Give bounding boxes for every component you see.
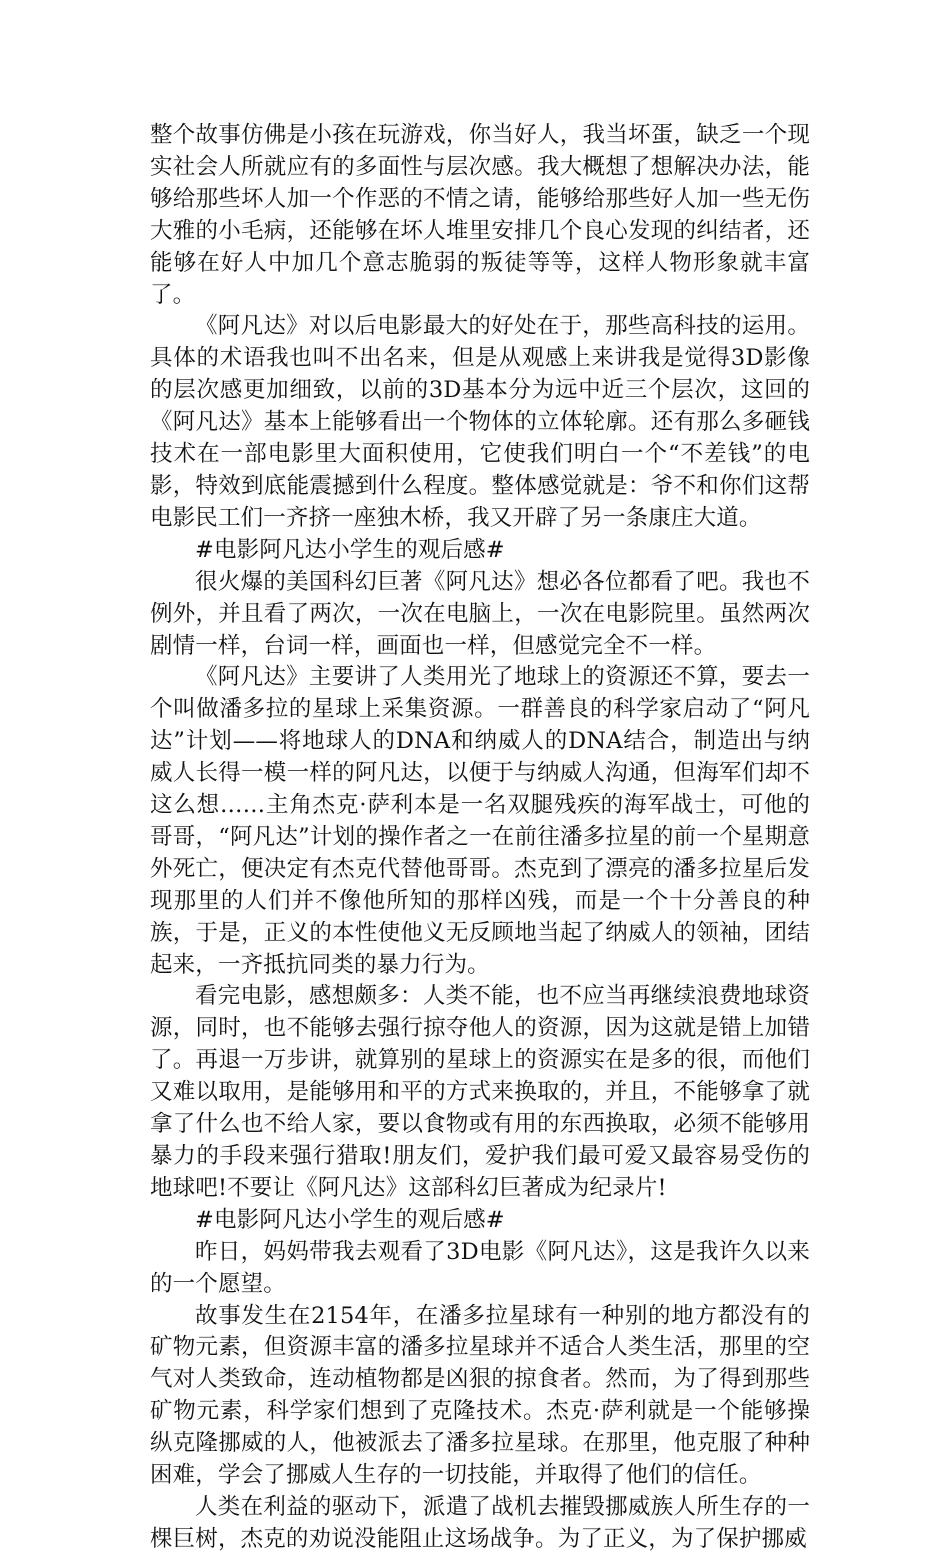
paragraph-4: 《阿凡达》主要讲了人类用光了地球上的资源还不算，要去一个叫做潘多拉的星球上采集资源。一群善良的科学家启动了“阿凡达”计划——将地球人的DNA和纳威人的DNA结合，制造出与纳威人长得一模一样的阿凡达，以便于与纳威人沟通，但海军们却不这么想……主角杰克·萨利本是一名双腿残疾的海军战士，可他的哥哥，“阿凡达”计划的操作者之一在前往潘多拉星的前一个星期意外死亡，便决定有杰克代替他哥哥。杰克到了漂亮的潘多拉星后发现那里的人们并不像他所知的那样凶残，而是一个十分善良的种族，于是，正义的本性使他义无反顾地当起了纳威人的领袖，团结起来，一齐抵抗同类的暴力行为。	[150, 664, 810, 978]
paragraph-1: 整个故事仿佛是小孩在玩游戏，你当好人，我当坏蛋，缺乏一个现实社会人所就应有的多面性与层次感。我大概想了想解决办法，能够给那些坏人加一个作恶的不情之请，能够给那些好人加一些无伤大雅的小毛病，还能够在坏人堆里安排几个良心发现的纠结者，还能够在好人中加几个意志脆弱的叛徒等等，这样人物形象就丰富了。	[150, 122, 810, 308]
paragraph-5: 看完电影，感想颇多：人类不能，也不应当再继续浪费地球资源，同时，也不能够去强行掠夺他人的资源，因为这就是错上加错了。再退一万步讲，就算别的星球上的资源实在是多的很，而他们又难以取用，是能够用和平的方式来换取的，并且，不能够拿了就拿了什么也不给人家，要以食物或有用的东西换取，必须不能够用暴力的手段来强行猎取!朋友们，爱护我们最可爱又最容易受伤的地球吧!不要让《阿凡达》这部科幻巨著成为纪录片!	[150, 983, 810, 1201]
paragraph-2: 《阿凡达》对以后电影最大的好处在于，那些高科技的运用。具体的术语我也叫不出名来，但是从观感上来讲我是觉得3D影像的层次感更加细致，以前的3D基本分为远中近三个层次，这回的《阿凡达》基本上能够看出一个物体的立体轮廓。还有那么多砸钱技术在一部电影里大面积使用，它使我们明白一个“不差钱”的电影，特效到底能震撼到什么程度。整体感觉就是：爷不和你们这帮电影民工们一齐挤一座独木桥，我又开辟了另一条康庄大道。	[150, 313, 810, 531]
document-page	[150, 120, 810, 1556]
section-heading-1: #电影阿凡达小学生的观后感#	[195, 536, 505, 563]
paragraph-3: 很火爆的美国科幻巨著《阿凡达》想必各位都看了吧。我也不例外，并且看了两次，一次在电脑上，一次在电影院里。虽然两次剧情一样，台词一样，画面也一样，但感觉完全不一样。	[150, 568, 810, 659]
paragraph-7: 故事发生在2154年，在潘多拉星球有一种别的地方都没有的矿物元素，但资源丰富的潘多拉星球并不适合人类生活，那里的空气对人类致命，连动植物都是凶狠的掠食者。然而，为了得到那些矿物元素，科学家们想到了克隆技术。杰克·萨利就是一个能够操纵克隆挪威的人，他被派去了潘多拉星球。在那里，他克服了种种困难，学会了挪威人生存的一切技能，并取得了他们的信任。	[150, 1302, 810, 1489]
paragraph-6: 昨日，妈妈带我去观看了3D电影《阿凡达》，这是我许久以来的一个愿望。	[150, 1238, 810, 1297]
paragraph-8: 人类在利益的驱动下，派遣了战机去摧毁挪威族人所生存的一棵巨树，杰克的劝说没能阻止这场战争。为了正义，为了保护挪威	[150, 1493, 810, 1552]
section-heading-2: #电影阿凡达小学生的观后感#	[195, 1206, 505, 1233]
